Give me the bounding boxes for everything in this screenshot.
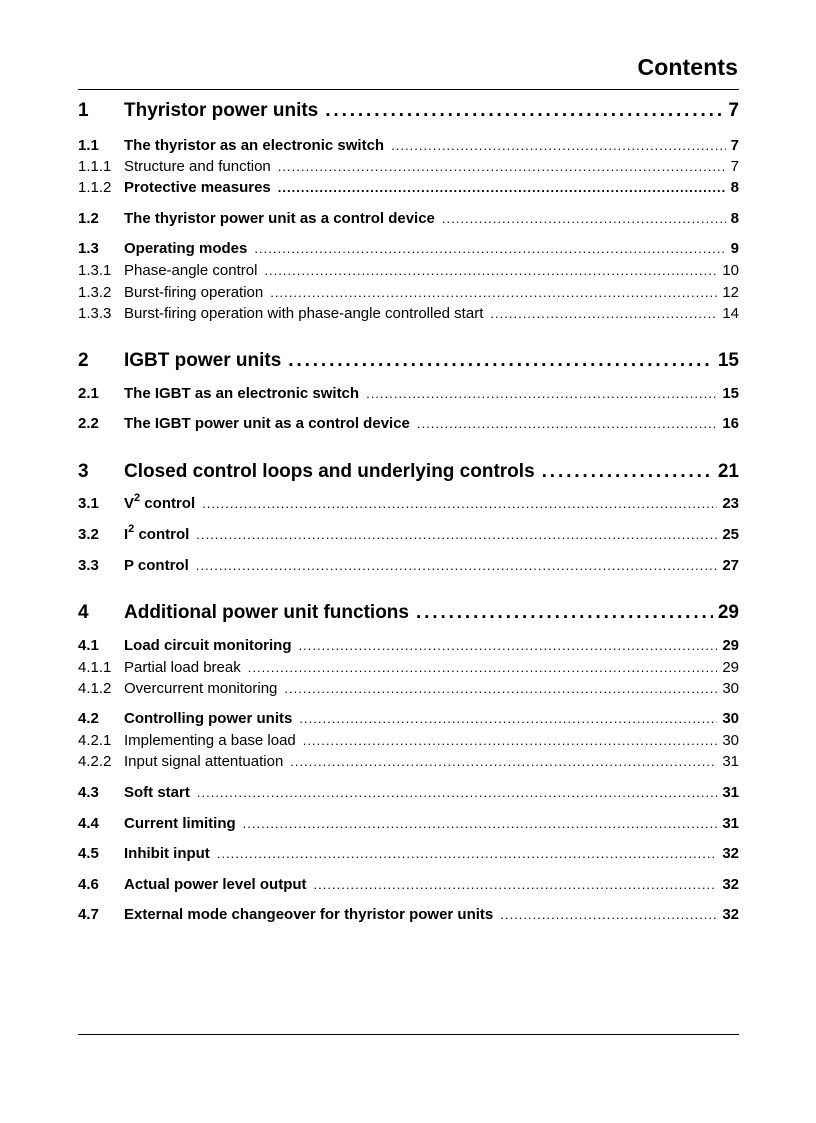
- toc-entry-2[interactable]: [78, 350, 739, 372]
- toc-entry-4-1-1[interactable]: [78, 659, 739, 676]
- toc-entry-1-1[interactable]: [78, 137, 739, 154]
- toc-entry-number: 4.6: [78, 876, 99, 893]
- toc-entry-1-1-2[interactable]: [78, 179, 739, 196]
- dot-leader: [442, 211, 726, 226]
- toc-entry-page: 25: [722, 526, 739, 543]
- toc-entry-page: 16: [722, 415, 739, 432]
- toc-entry-title: Inhibit input: [124, 845, 210, 862]
- toc-entry-number: 3.1: [78, 495, 99, 512]
- superscript: 2: [128, 523, 135, 535]
- header-divider: [78, 89, 739, 90]
- toc-entry-number: 4: [78, 602, 89, 623]
- toc-entry-1-2[interactable]: [78, 210, 739, 227]
- toc-entry-title: IGBT power units: [124, 350, 282, 371]
- toc-entry-title: $V^2$ control: [124, 492, 196, 512]
- toc-entry-page: 10: [722, 262, 739, 279]
- footer-divider: [78, 1034, 739, 1035]
- toc-entry-page: 21: [717, 461, 739, 482]
- toc-entry-page: 30: [722, 680, 739, 697]
- toc-entry-number: 4.1: [78, 637, 99, 654]
- toc-entry-1-1-1[interactable]: [78, 158, 739, 175]
- toc-entry-page: 29: [722, 659, 739, 676]
- toc-entry-number: 4.2: [78, 710, 99, 727]
- toc-entry-title: The IGBT power unit as a control device: [124, 415, 410, 432]
- dot-leader: [299, 711, 717, 726]
- toc-entry-4-1[interactable]: [78, 637, 739, 654]
- toc-entry-page: 8: [730, 210, 739, 227]
- toc-entry-4-3[interactable]: [78, 784, 739, 801]
- superscript: 2: [134, 492, 141, 504]
- dot-leader: [500, 907, 717, 922]
- toc-entry-3-1[interactable]: [78, 492, 739, 512]
- toc-entry-4-2[interactable]: [78, 710, 739, 727]
- toc-entry-page: 32: [722, 906, 739, 923]
- toc-entry-page: 31: [722, 815, 739, 832]
- toc-entry-page: 30: [722, 710, 739, 727]
- toc-entry-1-3-3[interactable]: [78, 305, 739, 322]
- toc-entry-title: Operating modes: [124, 240, 248, 257]
- dot-leader: [366, 386, 717, 401]
- dot-leader: [243, 816, 718, 831]
- dot-leader: [490, 306, 717, 321]
- toc-entry-page: 32: [722, 876, 739, 893]
- dot-leader: [284, 681, 717, 696]
- dot-leader: [542, 461, 713, 483]
- toc-entry-2-1[interactable]: [78, 385, 739, 402]
- dot-leader: [270, 285, 717, 300]
- dot-leader: [197, 785, 717, 800]
- toc-entry-title: P control: [124, 557, 189, 574]
- dot-leader: [303, 733, 718, 748]
- toc-entry-page: 29: [717, 602, 739, 623]
- toc-entry-number: 4.2.1: [78, 732, 112, 749]
- dot-leader: [264, 263, 717, 278]
- toc-entry-page: 8: [730, 179, 739, 196]
- toc-entry-4-2-1[interactable]: [78, 732, 739, 749]
- toc-entry-title: Partial load break: [124, 659, 241, 676]
- toc-entry-1[interactable]: [78, 100, 739, 122]
- dot-leader: [196, 527, 717, 542]
- toc-entry-4-7[interactable]: [78, 906, 739, 923]
- dot-leader: [254, 241, 725, 256]
- toc-entry-number: 3.3: [78, 557, 99, 574]
- toc-entry-number: 1.3.2: [78, 284, 112, 301]
- toc-entry-4-6[interactable]: [78, 876, 739, 893]
- dot-leader: [416, 602, 713, 624]
- toc-entry-title: Phase-angle control: [124, 262, 258, 279]
- toc-entry-page: 31: [722, 784, 739, 801]
- toc-entry-number: 2: [78, 350, 89, 371]
- dot-leader: [217, 846, 718, 861]
- toc-entry-title: Overcurrent monitoring: [124, 680, 278, 697]
- toc-entry-title: Thyristor power units: [124, 100, 319, 121]
- toc-entry-page: 32: [722, 845, 739, 862]
- toc-entry-title: The thyristor power unit as a control device: [124, 210, 435, 227]
- dot-leader: [417, 416, 717, 431]
- page-title: Contents: [637, 54, 738, 80]
- toc-entry-title: Structure and function: [124, 158, 271, 175]
- toc-entry-title: Current limiting: [124, 815, 236, 832]
- dot-leader: [299, 638, 718, 653]
- toc-entry-number: 1.1.1: [78, 158, 112, 175]
- toc-entry-page: 30: [722, 732, 739, 749]
- dot-leader: [202, 496, 717, 511]
- toc-entry-title: Additional power unit functions: [124, 602, 409, 623]
- toc-entry-1-3[interactable]: [78, 240, 739, 257]
- toc-entry-4-5[interactable]: [78, 845, 739, 862]
- toc-entry-title: $I^2$ control: [124, 523, 190, 543]
- toc-entry-4-1-2[interactable]: [78, 680, 739, 697]
- toc-entry-number: 1.1: [78, 137, 99, 154]
- toc-entry-title: External mode changeover for thyristor power units: [124, 906, 494, 923]
- toc-entry-title: Actual power level output: [124, 876, 307, 893]
- toc-entry-title: Closed control loops and underlying controls: [124, 461, 535, 482]
- dot-leader: [325, 100, 723, 122]
- toc-entry-number: 1.3.3: [78, 305, 112, 322]
- dot-leader: [278, 159, 726, 174]
- toc-entry-number: 4.3: [78, 784, 99, 801]
- toc-entry-number: 3.2: [78, 526, 99, 543]
- dot-leader: [314, 877, 718, 892]
- toc-entry-number: 4.4: [78, 815, 99, 832]
- toc-entry-title: The thyristor as an electronic switch: [124, 137, 385, 154]
- toc-entry-number: 4.1.1: [78, 659, 112, 676]
- dot-leader: [288, 350, 713, 372]
- toc-entry-number: 4.7: [78, 906, 99, 923]
- toc-entry-page: 23: [722, 495, 739, 512]
- toc-entry-page: 15: [722, 385, 739, 402]
- toc-entry-4-4[interactable]: [78, 815, 739, 832]
- toc-entry-title: The IGBT as an electronic switch: [124, 385, 360, 402]
- toc-entry-number: 4.2.2: [78, 753, 112, 770]
- toc-entry-page: 31: [722, 753, 739, 770]
- toc-entry-page: 29: [722, 637, 739, 654]
- toc-entry-number: 1.3: [78, 240, 99, 257]
- toc-entry-page: 27: [722, 557, 739, 574]
- toc-entry-page: 7: [728, 100, 739, 121]
- toc-entry-title: Load circuit monitoring: [124, 637, 292, 654]
- dot-leader: [278, 180, 726, 195]
- dot-leader: [290, 754, 717, 769]
- toc-entry-page: 7: [730, 158, 739, 175]
- dot-leader: [248, 660, 718, 675]
- toc-entry-1-3-1[interactable]: [78, 262, 739, 279]
- toc-entry-number: 4.5: [78, 845, 99, 862]
- toc-entry-title: Protective measures: [124, 179, 271, 196]
- toc-entry-4[interactable]: [78, 602, 739, 624]
- toc-entry-number: 1.2: [78, 210, 99, 227]
- toc-entry-1-3-2[interactable]: [78, 284, 739, 301]
- toc-entry-number: 3: [78, 461, 89, 482]
- toc-entry-number: 2.2: [78, 415, 99, 432]
- toc-entry-number: 4.1.2: [78, 680, 112, 697]
- toc-entry-number: 1: [78, 100, 89, 121]
- toc-entry-3-2[interactable]: [78, 523, 739, 543]
- toc-entry-number: 1.1.2: [78, 179, 112, 196]
- toc-entry-title: Input signal attentuation: [124, 753, 284, 770]
- toc-entry-title: Burst-firing operation: [124, 284, 264, 301]
- toc-entry-page: 7: [730, 137, 739, 154]
- dot-leader: [391, 138, 726, 153]
- toc-entry-title: Burst-firing operation with phase-angle controlled start: [124, 305, 484, 322]
- toc-entry-page: 12: [722, 284, 739, 301]
- toc-entry-number: 2.1: [78, 385, 99, 402]
- toc-entry-number: 1.3.1: [78, 262, 112, 279]
- toc-entry-title: Controlling power units: [124, 710, 293, 727]
- toc-entry-4-2-2[interactable]: [78, 753, 739, 770]
- toc-entry-title: Soft start: [124, 784, 190, 801]
- toc-entry-page: 15: [717, 350, 739, 371]
- toc-entry-page: 9: [730, 240, 739, 257]
- toc-entry-3[interactable]: [78, 461, 739, 483]
- toc-entry-3-3[interactable]: [78, 557, 739, 574]
- toc-entry-2-2[interactable]: [78, 415, 739, 432]
- toc-entry-title: Implementing a base load: [124, 732, 296, 749]
- dot-leader: [196, 558, 718, 573]
- toc-entry-page: 14: [722, 305, 739, 322]
